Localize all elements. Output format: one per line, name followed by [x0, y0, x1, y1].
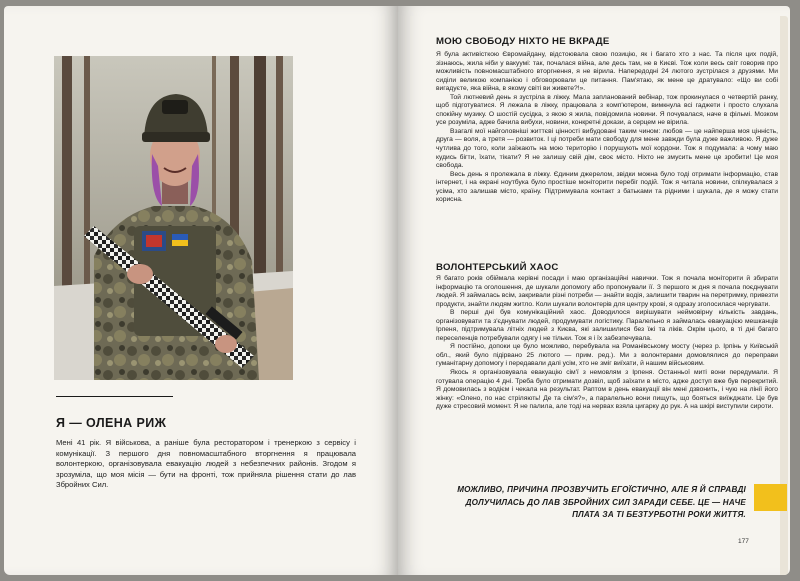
- portrait-illustration: [54, 56, 293, 380]
- bio-paragraph: Мені 41 рік. Я військова, а раніше була ресторатором і тренеркою з сервісу і комунікації. З першого дня повномасштабного вторгнення я працювала волонтеркою, організовувала евакуацію людей з небезпечних районів. Згодом я зрозуміла, що моя місія — бути на фронті, тож прийняла рішення стати до лав Збройних Сил.: [56, 438, 356, 490]
- section2-title: ВОЛОНТЕРСЬКИЙ ХАОС: [436, 262, 559, 273]
- section-volunteer: [436, 262, 778, 273]
- portrait-photo: [54, 56, 293, 380]
- accent-tab: [754, 484, 787, 511]
- right-page: [398, 6, 790, 575]
- paragraph: Весь день я пролежала в ліжку. Єдиним джерелом, звідки можна було тоді отримати інформацію, став інтернет, і на екрані ноутбука було простіше моніторити перебіг подій. Тож я читала новини, спілкувалася з усіма, хто залишав місто, країну. Підтримувала контакт з батьками та рідними і шукала, де я можу стати корисна.: [436, 170, 778, 204]
- paragraph: Якось я організовувала евакуацію сім'ї з немовлям з Ірпеня. Останньої миті вони передумали. Я готувала операцію 4 дні. Треба було отримати дозвіл, щоб заїхати в місто, адже доступ вже був перекритий. Я домовилась з водієм і чекала на результат. Раптом в день евакуації він мені дзвонить, і чую на лінії його жінку: «Олено, по нас стріляють! Де та сім'я?», а паралельно вони пищуть, що бояться виїжджати. Це був дуже стресовий момент. Я не палила, але тоді на нервах взяла цигарку до рук. А на шкірі виступили сироти.: [436, 369, 778, 411]
- paragraph: Я постійно, допоки це було можливо, перебувала на Романівському мосту (через р. Ірпінь у Київській обл., який було підірвано 25 лютого — прим. ред.). Ми з волонтерами домовлялися до переправи гуманітарну допомогу і передавали далі усім, хто не зміг виїхати, й нашим військовим.: [436, 343, 778, 368]
- left-page: [4, 6, 398, 575]
- paragraph: В перші дні був комунікаційний хаос. Доводилося вирішувати неймовірну кількість завдань, організовувати та з'єднувати людей, продумувати логістику. Паралельно я займалась евакуацією мешканців Ірпеня, підтримувала літніх людей з Києва, які залишилися без їжі та ліків. Окрім цього, в ті дні багато переселенців потребували одягу і не тільки. Тож я і їх забезпечувала.: [436, 309, 778, 342]
- paragraph: Той лютневий день я зустріла в ліжку. Мала запланований вебінар, тож прокинулася о четвертій ранку, щоб підготуватися. Я лежала в ліжку, працювала з комп'ютером, вимкнула всі гаджети і просто слухала спокійну музику. О шостій сусідка, з якою я жила, повідомила новини. Я почувалася, наче в фільмі. Мозком усе розуміла, адже бачила вибухи, новини, конкретні докази, а серцем не вірила.: [436, 93, 778, 127]
- paragraph: Я багато років обіймала керівні посади і маю організаційні навички. Тож я почала моніторити й збирати інформацію та оголошення, де шукали допомогу або пропонували її. З першого ж дня я почала поєднувати людей. Я займалась всім, закривали різні потреби — знайти водія, залишити тварин на перетримку, привезти продукти, знайти людям житло. Коли шукали волонтерів для центру крові, я одразу зголосилася чергувати.: [436, 275, 778, 308]
- heading-rule: [56, 396, 173, 397]
- section2-body: [436, 275, 778, 412]
- paragraph: Я була активісткою Євромайдану, відстоювала свою позицію, як і багато хто з нас. Та після цих подій, зізнаюсь, жила ніби у вакуумі: так, почалася війна, але десь там, не в Києві. Тож коли весь світ говорив про можливість повномасштабного вторгнення, я не вірила. Напередодні 24 лютого зустрілася з друзями. Ми сиділи великою компанією і обговорювали це питання. Пам'ятаю, як мене це дратувало: «Що ви собі вигадуєте, яка війна, в якому світі ви живете?!».: [436, 51, 778, 93]
- page-number: 177: [738, 538, 749, 545]
- section1-title: МОЮ СВОБОДУ НІХТО НЕ ВКРАДЕ: [436, 36, 610, 47]
- section1-body: [436, 51, 778, 205]
- pull-quote: МОЖЛИВО, ПРИЧИНА ПРОЗВУЧИТЬ ЕГОЇСТИЧНО, АЛЕ Я Й СПРАВДІ ДОЛУЧИЛАСЬ ДО ЛАВ ЗБРОЙНИХ СИЛ ЗАРАДИ СЕБЕ. ЦЕ — НАЧЕ ПЛАТА ЗА ТІ БЕЗТУРБОТНІ РОКИ ЖИТТЯ.: [457, 485, 746, 519]
- name-heading: Я — ОЛЕНА РИЖ: [56, 416, 167, 430]
- section-freedom: [436, 36, 778, 47]
- paragraph: Взагалі мої найголовніші життєві цінності вибудовані таким чином: любов — це найперша моя цінність, друга — воля, а третя — розвиток. І ці потреби мати свободу для мене завжди була дуже важливою. Я дуже чутлива до того, коли заїжають на мою територію і порушують мої кордони. Тож я подумала: а чому маю кудись бігти, їхати, тікати? Я не залишу свій дім, своє місто. Ніхто не змусить мене це зробити! Це моя свобода.: [436, 127, 778, 170]
